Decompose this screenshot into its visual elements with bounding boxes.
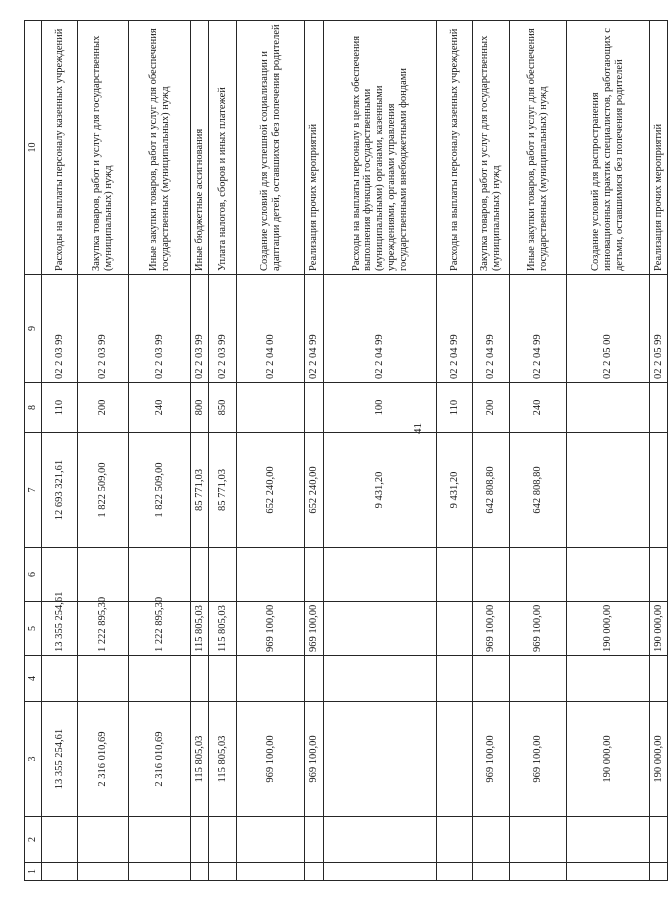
blank-cell xyxy=(437,863,473,881)
item-name-cell: Иные закупки товаров, работ и услуг для обеспечения государственных (муниципальных) нужд xyxy=(510,21,567,275)
value-cell-5: 85 771,03 xyxy=(209,433,237,548)
table-row xyxy=(209,21,237,881)
value-cell-9: 115 805,03 xyxy=(191,702,209,817)
value-cell-10 xyxy=(191,817,209,863)
value-cell-6 xyxy=(567,548,650,602)
expense-type-cell: 110 xyxy=(42,383,78,433)
value-cell-8 xyxy=(191,656,209,702)
column-number: 7 xyxy=(25,433,42,548)
value-cell-6 xyxy=(129,548,191,602)
value-cell-5: 642 808,80 xyxy=(510,433,567,548)
item-name-cell: Реализация прочих мероприятий xyxy=(650,21,668,275)
target-code-cell: 02 2 03 99 xyxy=(129,275,191,383)
item-name-cell: Реализация прочих мероприятий xyxy=(305,21,324,275)
value-cell-10 xyxy=(437,817,473,863)
value-cell-5: 642 808,80 xyxy=(473,433,510,548)
target-code-cell: 02 2 03 99 xyxy=(78,275,129,383)
table-row xyxy=(567,21,650,881)
value-cell-10 xyxy=(510,817,567,863)
value-cell-7 xyxy=(324,602,437,656)
blank-cell xyxy=(78,863,129,881)
budget-table xyxy=(24,20,668,881)
value-cell-5: 9 431,20 xyxy=(437,433,473,548)
value-cell-7: 13 355 254,61 xyxy=(42,602,78,656)
value-cell-10 xyxy=(305,817,324,863)
value-cell-9: 115 805,03 xyxy=(209,702,237,817)
value-cell-6 xyxy=(78,548,129,602)
value-cell-7: 969 100,00 xyxy=(473,602,510,656)
value-cell-10 xyxy=(42,817,78,863)
value-cell-5 xyxy=(567,433,650,548)
table-row xyxy=(324,21,437,881)
blank-cell xyxy=(567,863,650,881)
column-number: 2 xyxy=(25,817,42,863)
value-cell-8 xyxy=(567,656,650,702)
value-cell-7 xyxy=(437,602,473,656)
value-cell-9: 969 100,00 xyxy=(237,702,305,817)
blank-cell xyxy=(324,863,437,881)
expense-type-cell xyxy=(237,383,305,433)
value-cell-9 xyxy=(324,702,437,817)
value-cell-10 xyxy=(209,817,237,863)
target-code-cell: 02 2 03 99 xyxy=(42,275,78,383)
item-name-cell: Создание условий для успешной социализации и адаптации детей, оставшихся без попечения родителей xyxy=(237,21,305,275)
value-cell-7: 1 222 895,30 xyxy=(78,602,129,656)
value-cell-10 xyxy=(78,817,129,863)
value-cell-9: 2 316 010,69 xyxy=(78,702,129,817)
value-cell-8 xyxy=(305,656,324,702)
value-cell-8 xyxy=(324,656,437,702)
table-row xyxy=(305,21,324,881)
table-row xyxy=(191,21,209,881)
value-cell-9: 969 100,00 xyxy=(305,702,324,817)
value-cell-7: 190 000,00 xyxy=(567,602,650,656)
target-code-cell: 02 2 04 00 xyxy=(237,275,305,383)
expense-type-cell: 850 xyxy=(209,383,237,433)
item-name-cell: Расходы на выплаты персоналу в целях обеспечения выполнения функций государственными (муниципальными) органами, казенными учреждениями, органами управления государственными внебюджетными фондами xyxy=(324,21,437,275)
table-row xyxy=(42,21,78,881)
blank-cell xyxy=(473,863,510,881)
page-number: 41 xyxy=(412,423,424,434)
blank-cell xyxy=(510,863,567,881)
value-cell-10 xyxy=(237,817,305,863)
expense-type-cell: 200 xyxy=(473,383,510,433)
item-name-cell: Закупка товаров, работ и услуг для государственных (муниципальных) нужд xyxy=(78,21,129,275)
item-name-cell: Создание условий для распространения инновационных практик специалистов, работающих с детьми, оставшимися без попечения родителей xyxy=(567,21,650,275)
value-cell-10 xyxy=(324,817,437,863)
value-cell-5: 652 240,00 xyxy=(305,433,324,548)
value-cell-6 xyxy=(237,548,305,602)
value-cell-7: 969 100,00 xyxy=(305,602,324,656)
blank-cell xyxy=(191,863,209,881)
value-cell-10 xyxy=(650,817,668,863)
expense-type-cell xyxy=(650,383,668,433)
value-cell-8 xyxy=(129,656,191,702)
value-cell-9: 969 100,00 xyxy=(473,702,510,817)
value-cell-5: 85 771,03 xyxy=(191,433,209,548)
column-number: 3 xyxy=(25,702,42,817)
value-cell-8 xyxy=(473,656,510,702)
value-cell-8 xyxy=(237,656,305,702)
blank-cell xyxy=(305,863,324,881)
table-row xyxy=(650,21,668,881)
column-number: 8 xyxy=(25,383,42,433)
value-cell-8 xyxy=(510,656,567,702)
value-cell-8 xyxy=(650,656,668,702)
target-code-cell: 02 2 05 00 xyxy=(567,275,650,383)
value-cell-6 xyxy=(473,548,510,602)
target-code-cell: 02 2 04 99 xyxy=(324,275,437,383)
blank-cell xyxy=(209,863,237,881)
item-name-cell: Иные закупки товаров, работ и услуг для обеспечения государственных (муниципальных) нужд xyxy=(129,21,191,275)
value-cell-7: 969 100,00 xyxy=(237,602,305,656)
target-code-cell: 02 2 04 99 xyxy=(473,275,510,383)
value-cell-9: 969 100,00 xyxy=(510,702,567,817)
column-number: 10 xyxy=(25,21,42,275)
value-cell-5 xyxy=(650,433,668,548)
value-cell-7: 969 100,00 xyxy=(510,602,567,656)
value-cell-6 xyxy=(437,548,473,602)
blank-cell xyxy=(237,863,305,881)
target-code-cell: 02 2 03 99 xyxy=(191,275,209,383)
value-cell-7: 1 222 895,30 xyxy=(129,602,191,656)
column-number: 6 xyxy=(25,548,42,602)
target-code-cell: 02 2 03 99 xyxy=(209,275,237,383)
value-cell-7: 115 805,03 xyxy=(209,602,237,656)
blank-cell xyxy=(42,863,78,881)
table-row xyxy=(510,21,567,881)
value-cell-9 xyxy=(437,702,473,817)
expense-type-cell: 240 xyxy=(510,383,567,433)
expense-type-cell xyxy=(567,383,650,433)
value-cell-5: 9 431,20 xyxy=(324,433,437,548)
budget-table-body xyxy=(25,21,668,881)
budget-table-sheet xyxy=(24,21,664,881)
value-cell-8 xyxy=(42,656,78,702)
expense-type-cell: 800 xyxy=(191,383,209,433)
value-cell-6 xyxy=(510,548,567,602)
blank-cell xyxy=(129,863,191,881)
value-cell-8 xyxy=(437,656,473,702)
value-cell-7: 190 000,00 xyxy=(650,602,668,656)
value-cell-5: 1 822 509,00 xyxy=(129,433,191,548)
column-number-row xyxy=(25,21,42,881)
blank-cell xyxy=(650,863,668,881)
value-cell-6 xyxy=(324,548,437,602)
value-cell-10 xyxy=(129,817,191,863)
value-cell-6 xyxy=(305,548,324,602)
item-name-cell: Расходы на выплаты персоналу казенных учреждений xyxy=(42,21,78,275)
expense-type-cell: 100 xyxy=(324,383,437,433)
value-cell-8 xyxy=(78,656,129,702)
item-name-cell: Уплата налогов, сборов и иных платежей xyxy=(209,21,237,275)
value-cell-9: 190 000,00 xyxy=(567,702,650,817)
value-cell-5: 652 240,00 xyxy=(237,433,305,548)
value-cell-8 xyxy=(209,656,237,702)
column-number: 1 xyxy=(25,863,42,881)
item-name-cell: Расходы на выплаты персоналу казенных учреждений xyxy=(437,21,473,275)
item-name-cell: Иные бюджетные ассигнования xyxy=(191,21,209,275)
column-number: 9 xyxy=(25,275,42,383)
value-cell-9: 13 355 254,61 xyxy=(42,702,78,817)
value-cell-9: 2 316 010,69 xyxy=(129,702,191,817)
table-row xyxy=(78,21,129,881)
value-cell-7: 115 805,03 xyxy=(191,602,209,656)
target-code-cell: 02 2 04 99 xyxy=(510,275,567,383)
table-row xyxy=(237,21,305,881)
target-code-cell: 02 2 04 99 xyxy=(305,275,324,383)
expense-type-cell xyxy=(305,383,324,433)
expense-type-cell: 240 xyxy=(129,383,191,433)
value-cell-6 xyxy=(209,548,237,602)
target-code-cell: 02 2 04 99 xyxy=(437,275,473,383)
value-cell-5: 1 822 509,00 xyxy=(78,433,129,548)
value-cell-9: 190 000,00 xyxy=(650,702,668,817)
expense-type-cell: 110 xyxy=(437,383,473,433)
value-cell-6 xyxy=(650,548,668,602)
item-name-cell: Закупка товаров, работ и услуг для государственных (муниципальных) нужд xyxy=(473,21,510,275)
column-number: 5 xyxy=(25,602,42,656)
expense-type-cell: 200 xyxy=(78,383,129,433)
value-cell-5: 12 693 321,61 xyxy=(42,433,78,548)
value-cell-10 xyxy=(473,817,510,863)
column-number: 4 xyxy=(25,656,42,702)
table-row xyxy=(129,21,191,881)
value-cell-6 xyxy=(191,548,209,602)
table-row xyxy=(473,21,510,881)
target-code-cell: 02 2 05 99 xyxy=(650,275,668,383)
table-row xyxy=(437,21,473,881)
value-cell-10 xyxy=(567,817,650,863)
